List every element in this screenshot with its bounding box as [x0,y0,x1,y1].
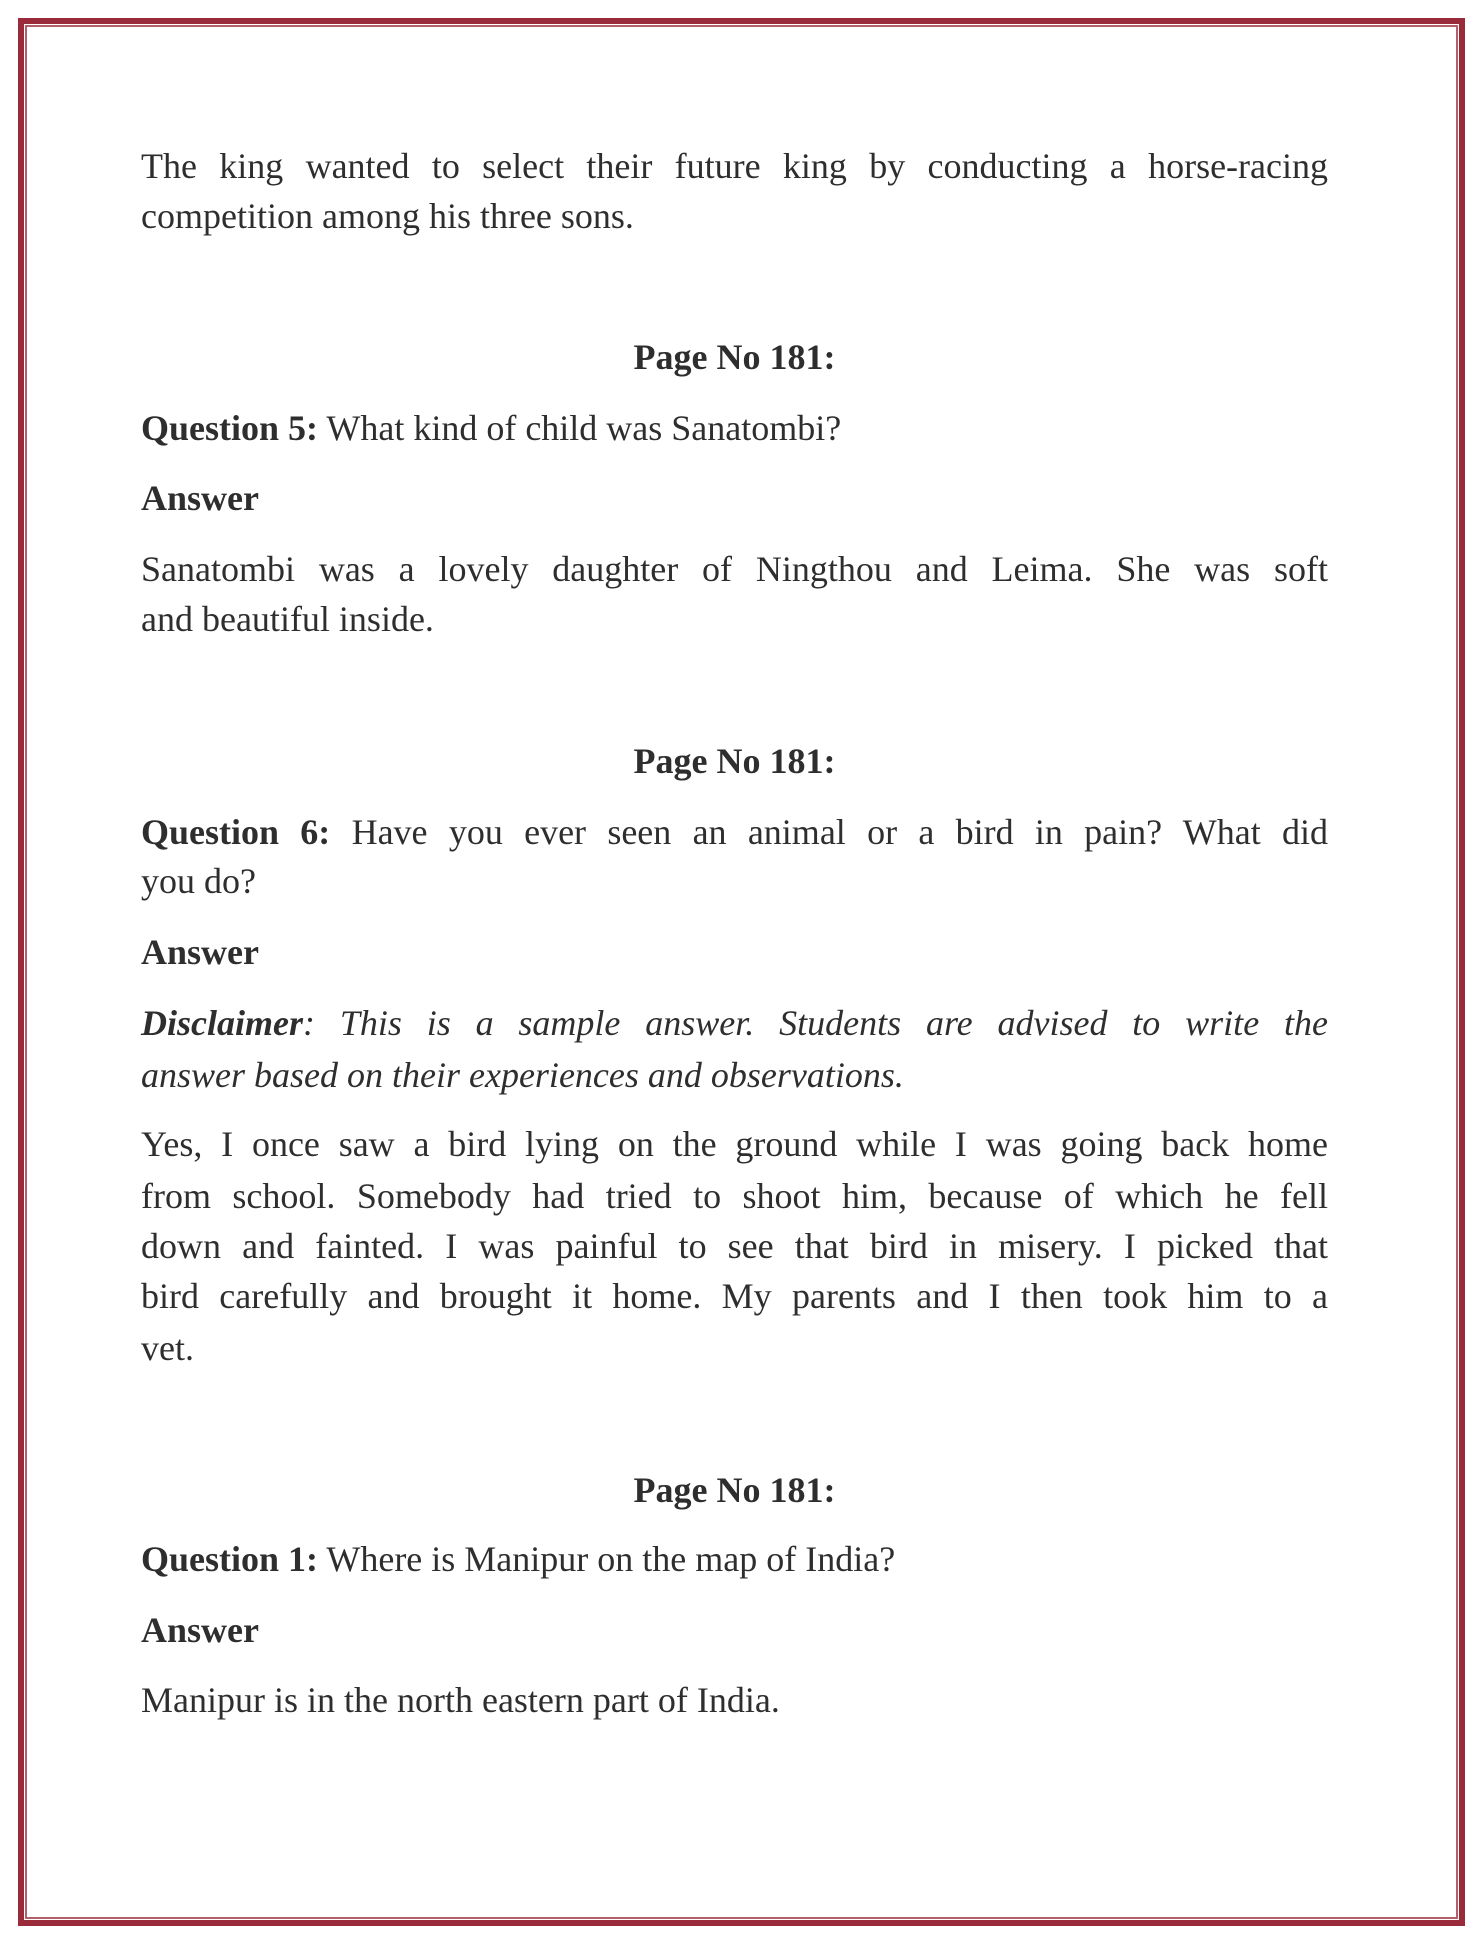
question-5 [141,408,1328,448]
disclaimer-text: : This is a sample answer. Students are advised to write the [302,1003,1328,1043]
intro-line-2: competition among his three sons. [141,196,634,236]
answer-line-1: Sanatombi was a lovely daughter of Ningthou and Leima. She was soft [141,549,1328,589]
answer-label: Answer [141,1610,259,1650]
question-text: What kind of child was Sanatombi? [318,408,842,448]
answer-line-5: vet. [141,1328,194,1368]
question-text: Where is Manipur on the map of India? [318,1539,896,1579]
page-heading: Page No 181: [633,337,836,377]
question-label: Question 5: [141,408,319,448]
disclaimer-label: Disclaimer [141,1003,303,1043]
question-6-line-1 [141,812,1328,852]
question-label: Question 1: [141,1539,319,1579]
question-1 [141,1539,1328,1579]
question-text: Have you ever seen an animal or a bird in pain? What did [330,812,1328,852]
disclaimer-line-2: answer based on their experiences and observations. [141,1055,904,1095]
answer-line-2: and beautiful inside. [141,599,434,639]
answer-label: Answer [141,478,259,518]
disclaimer-line-1 [141,1003,1328,1043]
question-label: Question 6: [141,812,331,852]
page-heading: Page No 181: [633,1470,836,1510]
answer-line-1: Yes, I once saw a bird lying on the ground while I was going back home [141,1124,1328,1164]
answer-line-4: bird carefully and brought it home. My parents and I then took him to a [141,1276,1328,1316]
answer-line-3: down and fainted. I was painful to see that bird in misery. I picked that [141,1226,1328,1266]
intro-line-1: The king wanted to select their future king by conducting a horse-racing [141,146,1328,186]
answer-line-2: from school. Somebody had tried to shoot him, because of which he fell [141,1176,1328,1216]
answer-line-1: Manipur is in the north eastern part of India. [141,1680,780,1720]
question-6-line-2: you do? [141,861,256,901]
answer-label: Answer [141,932,259,972]
page-heading: Page No 181: [633,741,836,781]
